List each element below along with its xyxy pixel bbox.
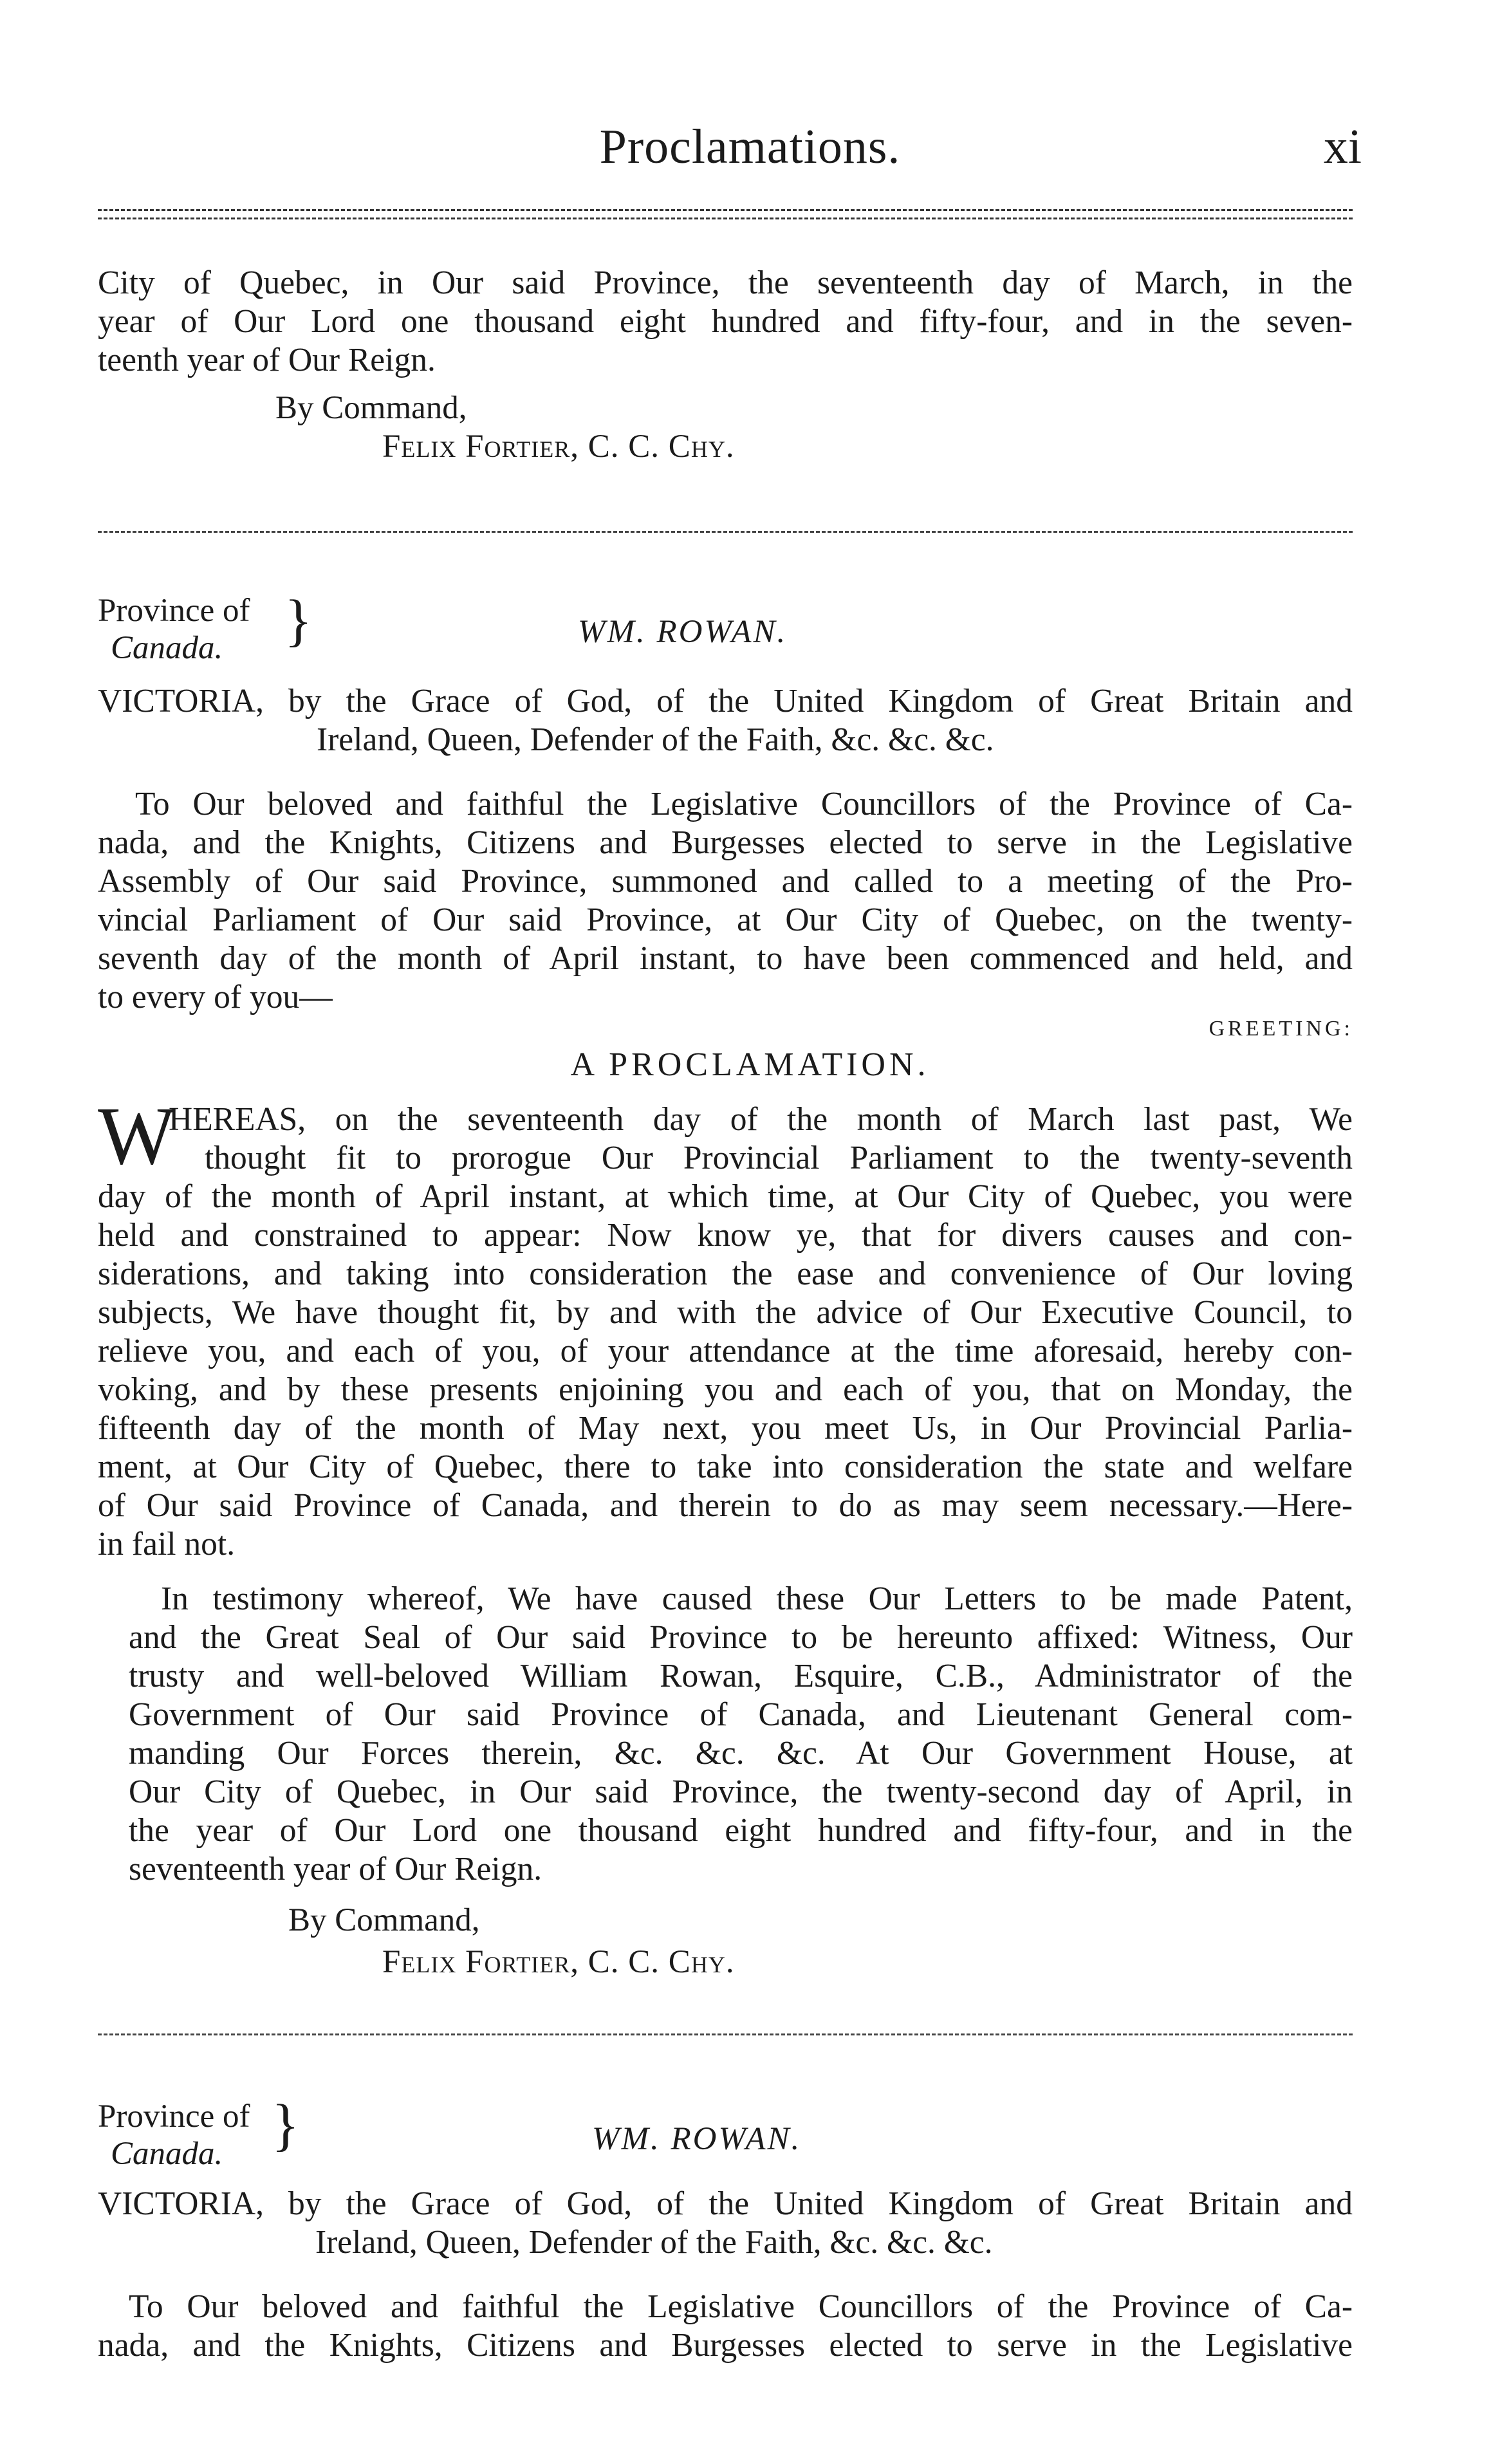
whereas-paragraph-cont	[98, 1178, 1353, 1564]
page-number: xi	[1323, 120, 1362, 174]
signer-name: WM. ROWAN.	[592, 2121, 802, 2157]
by-command-label: By Command,	[275, 390, 467, 426]
text-line: Our City of Quebec, in Our said Province, the twenty-second day of April, in	[129, 1774, 1353, 1810]
province-label-line: Province of	[98, 2098, 250, 2135]
text-line: Assembly of Our said Province, summoned and called to a meeting of the Pro-	[98, 863, 1353, 900]
header-rule	[98, 209, 1353, 219]
province-label-line: Province of	[98, 593, 250, 629]
text-line: Government of Our said Province of Canada, and Lieutenant General com-	[129, 1696, 1353, 1733]
text-line: nada, and the Knights, Citizens and Burgesses elected to serve in the Legislative	[98, 2327, 1353, 2364]
text-line: HEREAS, on the seventeenth day of the month of March last past, We	[169, 1101, 1353, 1138]
text-line: vincial Parliament of Our said Province, at Our City of Quebec, on the twenty-	[98, 902, 1353, 938]
text-line: day of the month of April instant, at which time, at Our City of Quebec, you were	[98, 1178, 1353, 1215]
text-line: of Our said Province of Canada, and therein to do as may seem necessary.—Here-	[98, 1487, 1353, 1524]
province-label	[98, 2098, 250, 2172]
text-line: ment, at Our City of Quebec, there to take into consideration the state and welfare	[98, 1449, 1353, 1485]
drop-cap: W	[98, 1090, 176, 1181]
greeting: GREETING:	[1208, 1017, 1353, 1041]
text-line: and the Great Seal of Our said Province to be hereunto affixed: Witness, Our	[129, 1619, 1353, 1656]
victoria-title	[98, 682, 1353, 759]
text-line: City of Quebec, in Our said Province, the seventeenth day of March, in the	[98, 264, 1353, 301]
victoria-line: VICTORIA, by the Grace of God, of the United Kingdom of Great Britain and	[98, 683, 1353, 719]
testimony-paragraph	[161, 1580, 1353, 1618]
text-line: seventeenth year of Our Reign.	[129, 1851, 542, 1887]
whereas-paragraph-line2	[205, 1139, 1353, 1178]
brace-glyph: }	[272, 2093, 300, 2157]
text-line: seventh day of the month of April instant, to have been commenced and held, and	[98, 940, 1353, 977]
text-line: held and constrained to appear: Now know ye, that for divers causes and con-	[98, 1217, 1353, 1254]
signature: Felix Fortier, C. C. Chy.	[382, 429, 735, 465]
by-command-label: By Command,	[288, 1902, 480, 1938]
text-line: trusty and well-beloved William Rowan, Esquire, C.B., Administrator of the	[129, 1658, 1353, 1694]
text-line: to every of you—	[98, 979, 333, 1015]
text-line: subjects, We have thought fit, by and with the advice of Our Executive Council, to	[98, 1294, 1353, 1331]
whereas-paragraph	[169, 1100, 1353, 1139]
text-line: manding Our Forces therein, &c. &c. &c. At Our Government House, at	[129, 1735, 1353, 1772]
victoria-line: Ireland, Queen, Defender of the Faith, &c. &c. &c.	[317, 721, 994, 758]
address-paragraph	[129, 2288, 1353, 2326]
address-paragraph-cont	[98, 2326, 1353, 2365]
text-line: fifteenth day of the month of May next, you meet Us, in Our Provincial Parlia-	[98, 1410, 1353, 1447]
text-line: To Our beloved and faithful the Legislative Councillors of the Province of Ca-	[135, 786, 1353, 822]
text-line: the year of Our Lord one thousand eight hundred and fifty-four, and in the	[129, 1812, 1353, 1849]
text-line: siderations, and taking into consideration the ease and convenience of Our loving	[98, 1255, 1353, 1292]
text-line: in fail not.	[98, 1526, 236, 1562]
text-line: In testimony whereof, We have caused these Our Letters to be made Patent,	[161, 1580, 1353, 1617]
signer-name: WM. ROWAN.	[578, 614, 788, 650]
brace-glyph: }	[284, 589, 313, 653]
text-line: thought fit to prorogue Our Provincial Parliament to the twenty-seventh	[205, 1140, 1353, 1176]
page-title: Proclamations.	[599, 120, 901, 174]
province-label-line: Canada.	[111, 2136, 223, 2172]
province-label	[98, 592, 250, 667]
section-divider	[98, 531, 1353, 533]
text-line: relieve you, and each of you, of your attendance at the time aforesaid, hereby con-	[98, 1333, 1353, 1369]
province-label-line: Canada.	[111, 630, 223, 666]
testimony-paragraph-cont	[129, 1618, 1353, 1889]
section-divider	[98, 2033, 1353, 2035]
text-line: nada, and the Knights, Citizens and Burgesses elected to serve in the Legislative	[98, 824, 1353, 861]
address-paragraph	[135, 785, 1353, 824]
text-line: year of Our Lord one thousand eight hundred and fifty-four, and in the seven-	[98, 303, 1353, 340]
address-paragraph-cont	[98, 824, 1353, 1017]
victoria-title	[98, 2185, 1353, 2262]
top-paragraph	[98, 264, 1353, 380]
proclamation-heading: A PROCLAMATION.	[570, 1046, 930, 1083]
text-line: voking, and by these presents enjoining you and each of you, that on Monday, the	[98, 1371, 1353, 1408]
victoria-line: VICTORIA, by the Grace of God, of the United Kingdom of Great Britain and	[98, 2185, 1353, 2222]
signature: Felix Fortier, C. C. Chy.	[382, 1944, 735, 1980]
victoria-line: Ireland, Queen, Defender of the Faith, &c. &c. &c.	[315, 2224, 993, 2261]
text-line: teenth year of Our Reign.	[98, 342, 436, 378]
text-line: To Our beloved and faithful the Legislative Councillors of the Province of Ca-	[129, 2288, 1353, 2325]
